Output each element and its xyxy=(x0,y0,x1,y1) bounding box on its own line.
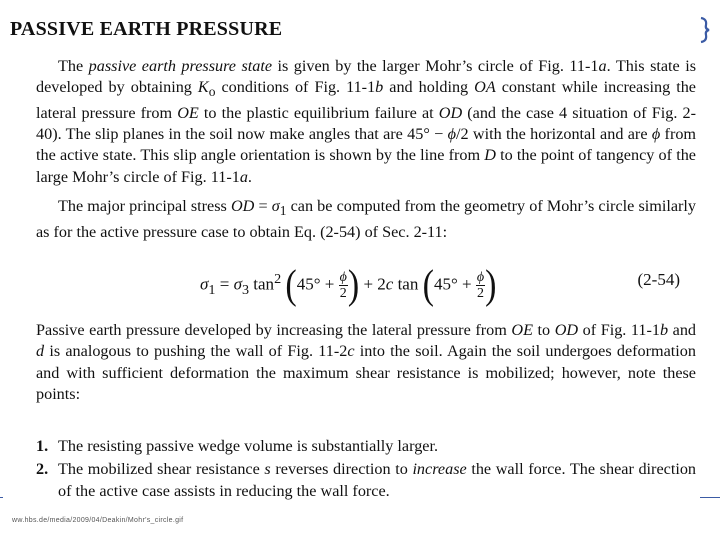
text-run: from the active state. This slip angle orientation is shown by the line from xyxy=(36,125,697,165)
italic-run: ϕ xyxy=(651,125,661,144)
subscript-run: o xyxy=(208,84,216,100)
italic-run: ϕ xyxy=(447,125,456,144)
eq-paren-open: ( xyxy=(285,262,297,308)
text-run: The resisting passive wedge volume is substantially larger. xyxy=(58,437,439,455)
italic-run: b xyxy=(659,321,669,339)
source-url-caption: ww.hbs.de/media/2009/04/Deakin/Mohr's_circle.gif xyxy=(12,517,184,524)
italic-run: s xyxy=(264,460,271,479)
eq-cohesion: c xyxy=(385,274,394,294)
text-run: . xyxy=(247,167,252,186)
eq-paren-open-2: ( xyxy=(422,262,434,308)
divider-left xyxy=(0,497,3,498)
text-run: (and the case 4 situation of Fig. 2-40). The slip planes in the soil now make angles that are 45° − xyxy=(36,103,696,144)
italic-run: σ xyxy=(271,197,280,215)
text-run: The mobilized shear resistance xyxy=(58,460,265,479)
italic-run: increase xyxy=(412,460,467,479)
italic-run: OD xyxy=(438,103,463,122)
eq-term1: σ xyxy=(233,274,242,294)
text-run: to the point of tangency of the large Mohr’s circle of Fig. 11-1 xyxy=(36,146,696,186)
eq-angle-2: 45° + xyxy=(433,274,476,294)
subscript-run: 1 xyxy=(279,203,287,219)
eq-frac-num: ϕ xyxy=(339,270,347,285)
list-text xyxy=(58,437,438,455)
list-number: 1. xyxy=(36,437,49,455)
eq-lhs: σ xyxy=(200,274,209,294)
text-run: the wall force. The shear direction of the active case assists in reducing the wall force. xyxy=(58,460,697,500)
list-text xyxy=(58,460,696,499)
text-run: is given by the larger Mohr’s circle of Fig. 11-1 xyxy=(272,57,599,75)
text-run: to xyxy=(532,321,555,339)
italic-run: K xyxy=(197,78,209,97)
divider-right xyxy=(700,497,720,498)
brace-icon xyxy=(698,16,712,44)
equation-2-54 xyxy=(200,256,680,306)
points-list xyxy=(36,436,696,504)
eq-fraction-2 xyxy=(476,270,485,301)
equation-number: (2-54) xyxy=(637,270,680,289)
italic-run: OE xyxy=(177,103,199,122)
eq-term1-sub: 3 xyxy=(241,281,250,298)
text-run: to the plastic equilibrium failure at xyxy=(198,103,439,122)
text-run: can be computed from the geometry of Mohr’s circle similarly as for the active pressure case to obtain Eq. (2-54) of Sec. 2-11: xyxy=(36,197,696,241)
text-run: and xyxy=(668,321,697,339)
text-run: conditions of Fig. 11-1 xyxy=(215,78,376,97)
text-run: and holding xyxy=(383,78,475,97)
eq-fraction-1 xyxy=(339,270,348,301)
eq-frac-den-2: 2 xyxy=(476,286,484,301)
section-heading: PASSIVE EARTH PRESSURE xyxy=(10,18,283,40)
italic-run: c xyxy=(347,342,355,361)
text-run: reverses direction to xyxy=(270,460,413,479)
text-run: = xyxy=(254,197,272,215)
paragraph-passive-state xyxy=(36,56,696,188)
eq-plus: + 2 xyxy=(359,274,386,294)
italic-run: a xyxy=(598,57,607,75)
eq-equals: = xyxy=(215,274,234,294)
text-run: Passive earth pressure developed by increasing the lateral pressure from xyxy=(36,321,512,339)
italic-run: a xyxy=(239,167,248,186)
text-run: /2 with the horizontal and are xyxy=(456,125,652,144)
paragraph-passive-development xyxy=(36,320,696,405)
eq-tan: tan xyxy=(393,274,419,294)
eq-paren-close-2: ) xyxy=(485,262,497,308)
eq-tan-squared: tan xyxy=(249,274,275,294)
paragraph-major-principal-stress xyxy=(36,196,696,243)
eq-frac-den: 2 xyxy=(339,286,347,301)
text-run: The major principal stress xyxy=(58,197,231,215)
eq-angle: 45° + xyxy=(296,274,339,294)
text-run: of Fig. 11-1 xyxy=(578,321,660,339)
italic-run: d xyxy=(36,342,45,361)
italic-run: b xyxy=(375,78,384,97)
italic-run: OE xyxy=(511,321,533,339)
list-item xyxy=(36,436,696,457)
italic-run: OD xyxy=(554,321,579,339)
text-run: is analogous to pushing the wall of Fig. 11-2 xyxy=(44,342,348,361)
list-item xyxy=(36,459,696,502)
equation-expression xyxy=(200,262,497,308)
eq-lhs-sub: 1 xyxy=(208,281,216,298)
italic-run: passive earth pressure state xyxy=(88,57,273,75)
eq-frac-num-2: ϕ xyxy=(476,270,485,285)
list-number: 2. xyxy=(36,460,49,479)
text-run: into the soil. Again the soil undergoes deformation and with sufficient deformation the maximum shear resistance is mobilized; however, note these points: xyxy=(36,342,696,403)
eq-paren-close: ) xyxy=(347,262,360,308)
text-run: constant while increasing the lateral pressure from xyxy=(36,78,696,122)
italic-run: D xyxy=(484,146,496,165)
italic-run: OA xyxy=(474,78,496,97)
italic-run: OD xyxy=(230,197,255,215)
text-run: . This state is developed by obtaining xyxy=(36,57,697,97)
eq-square: 2 xyxy=(274,270,282,287)
text-run: The xyxy=(58,57,89,75)
